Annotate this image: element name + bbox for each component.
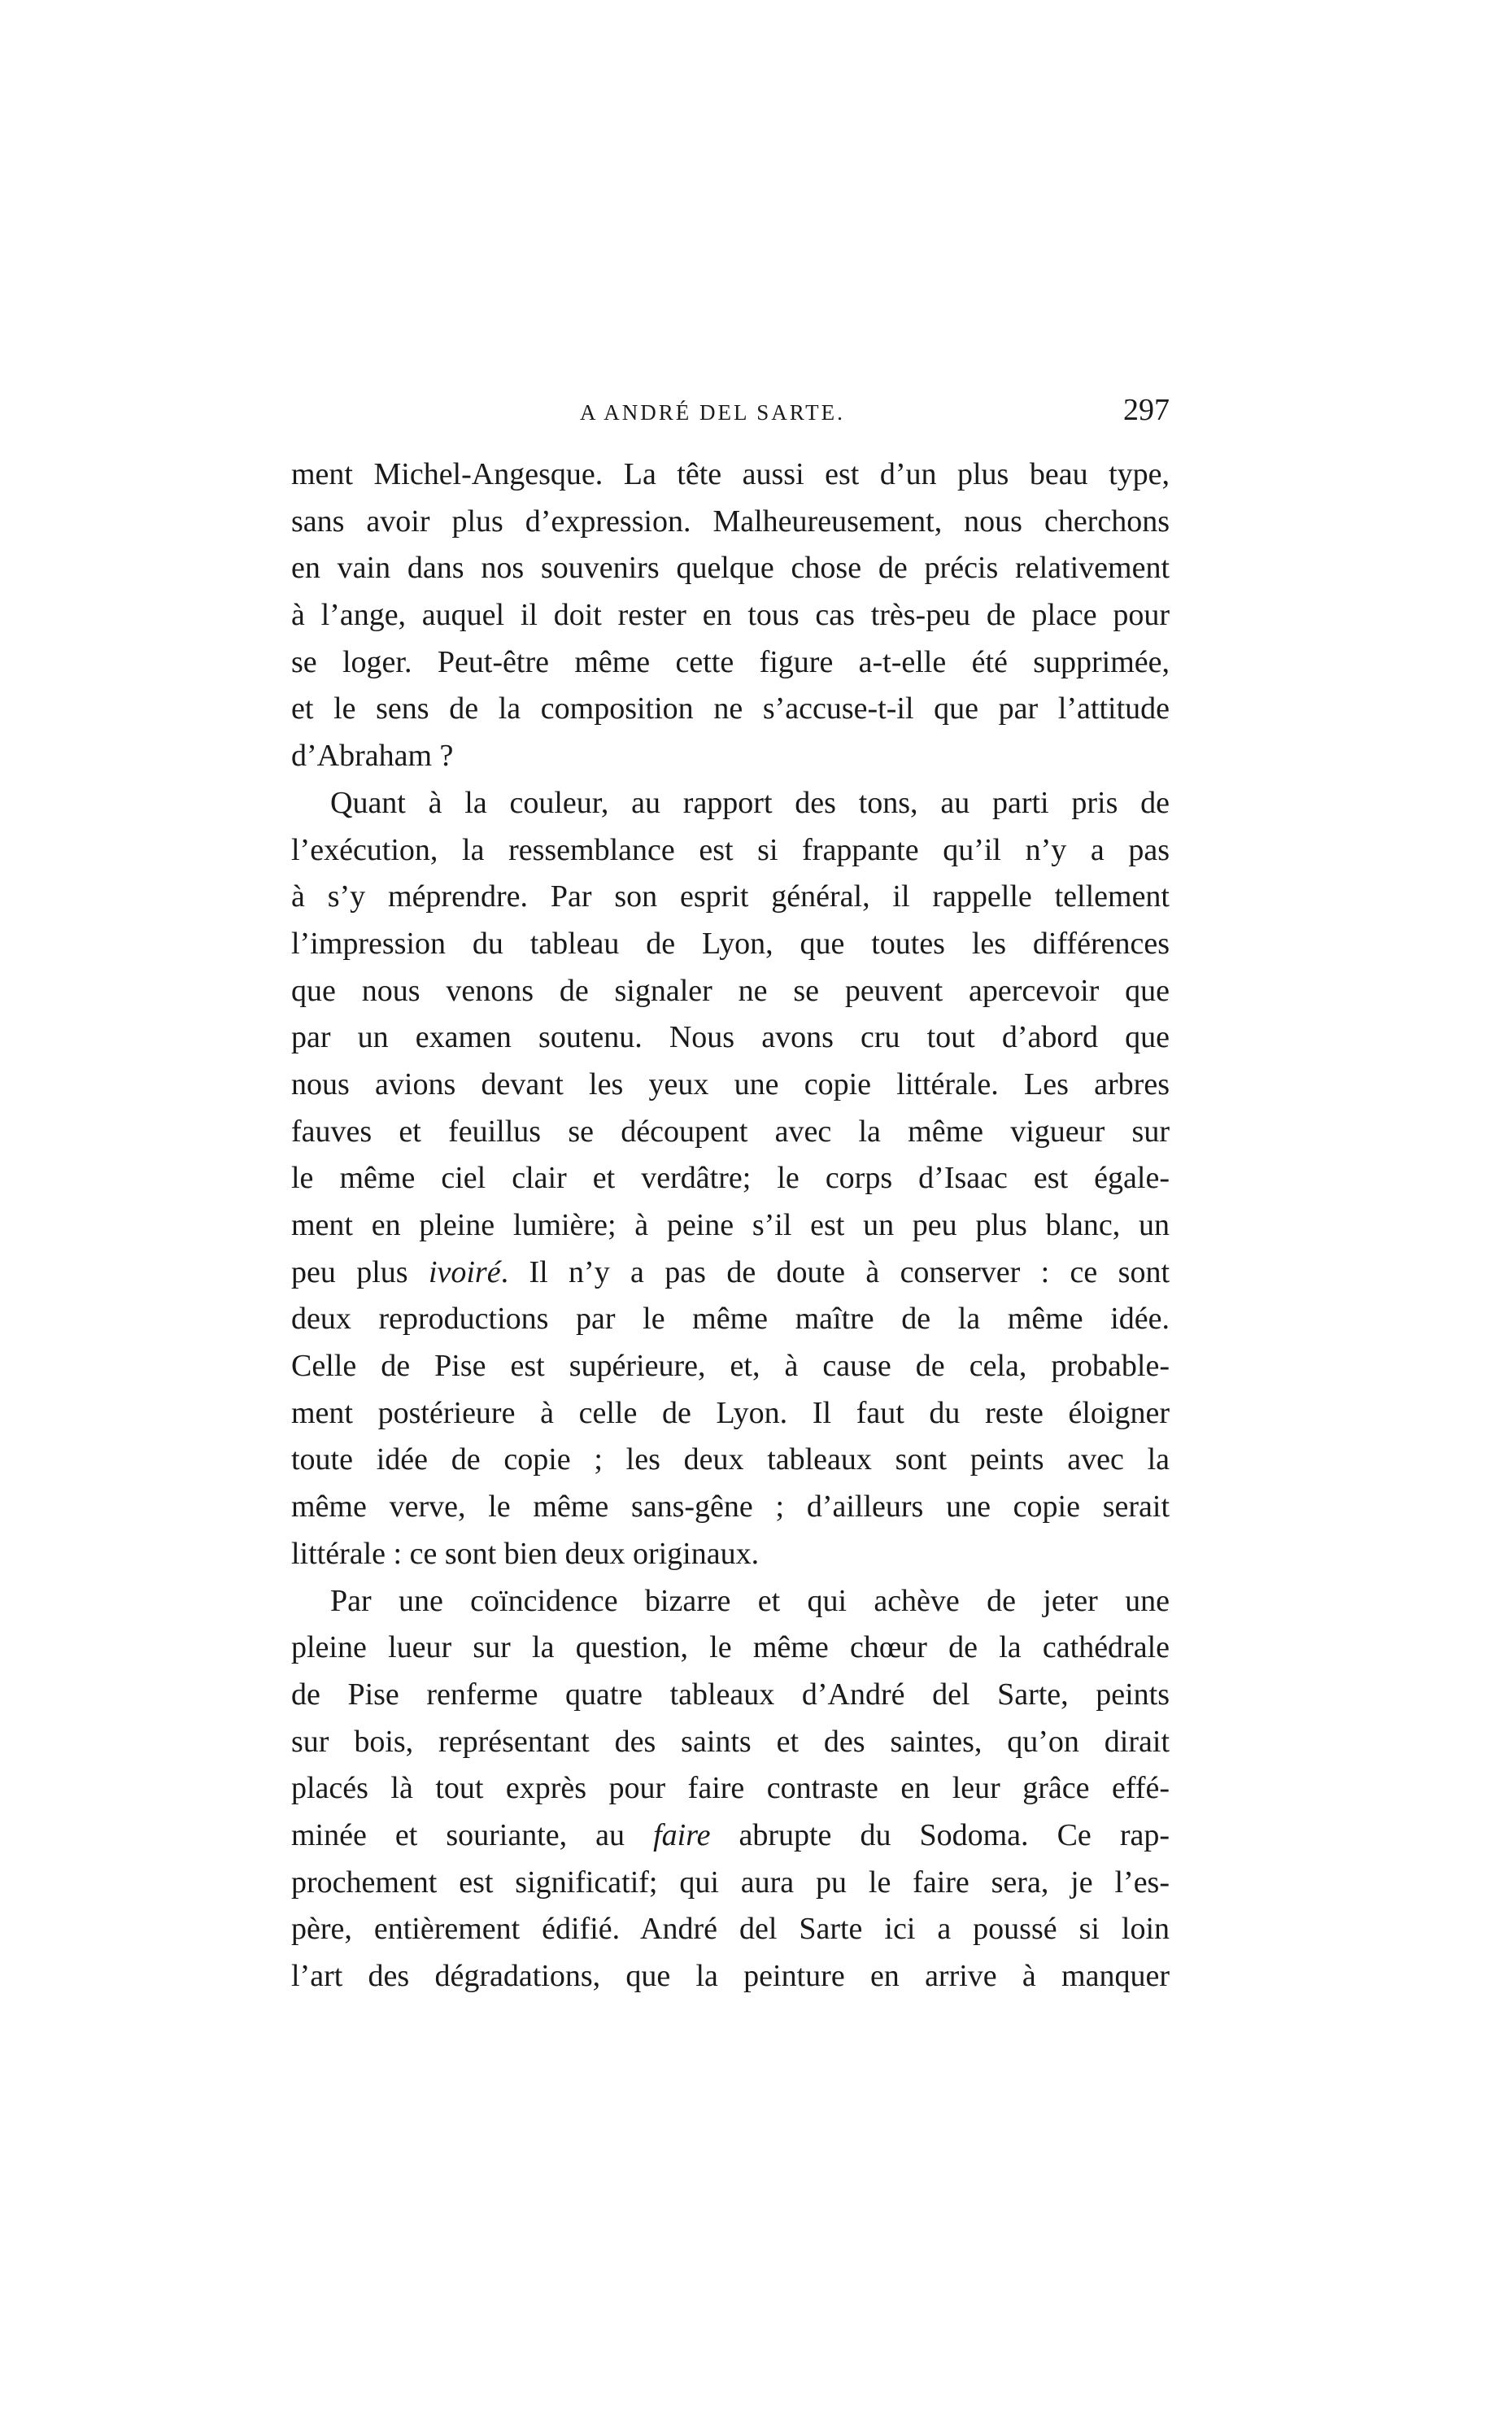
text-segment: nous avions devant les yeux une copie littérale. Les arbres bbox=[291, 1067, 1170, 1101]
text-segment: père, entièrement édifié. André del Sarte ici a poussé si loin bbox=[291, 1912, 1170, 1947]
text-segment: Par une coïncidence bizarre et qui achève de jeter une bbox=[330, 1583, 1170, 1618]
text-line bbox=[291, 1484, 1170, 1531]
text-segment: se loger. Peut-être même cette figure a-t-elle été supprimée, bbox=[291, 644, 1170, 679]
text-line bbox=[291, 1672, 1170, 1719]
text-line bbox=[291, 499, 1170, 546]
text-line bbox=[291, 1812, 1170, 1860]
text-line bbox=[291, 1578, 1170, 1625]
text-line bbox=[291, 1202, 1170, 1250]
text-segment: pleine lueur sur la question, le même chœur de la cathédrale bbox=[291, 1630, 1170, 1665]
text-segment: même verve, le même sans-gêne ; d’ailleurs une copie serait bbox=[291, 1490, 1170, 1525]
text-segment: d’Abraham ? bbox=[291, 739, 454, 774]
text-line bbox=[291, 827, 1170, 875]
text-line bbox=[291, 921, 1170, 968]
text-segment: abrupte du Sodoma. Ce rap- bbox=[710, 1817, 1170, 1852]
italic-word: ivoiré bbox=[428, 1254, 501, 1289]
text-segment: en vain dans nos souvenirs quelque chose de précis relativement bbox=[291, 551, 1170, 586]
text-segment: toute idée de copie ; les deux tableaux sont peints avec la bbox=[291, 1442, 1170, 1477]
text-line bbox=[291, 1625, 1170, 1672]
text-segment: à l’ange, auquel il doit rester en tous cas très-peu de place pour bbox=[291, 598, 1170, 633]
text-line bbox=[291, 1296, 1170, 1343]
running-title: A ANDRÉ DEL SARTE. bbox=[580, 400, 845, 425]
text-segment: Quant à la couleur, au rapport des tons, au parti pris de bbox=[330, 785, 1170, 820]
text-segment: le même ciel clair et verdâtre; le corps d’Isaac est égale- bbox=[291, 1161, 1170, 1196]
text-segment: littérale : ce sont bien deux originaux. bbox=[291, 1536, 760, 1571]
text-segment: deux reproductions par le même maître de la même idée. bbox=[291, 1302, 1170, 1337]
text-line bbox=[291, 639, 1170, 687]
text-segment: que nous venons de signaler ne se peuvent apercevoir que bbox=[291, 973, 1170, 1008]
text-segment: . Il n’y a pas de doute à conserver : ce sont bbox=[500, 1254, 1170, 1289]
text-line bbox=[291, 1719, 1170, 1766]
text-line bbox=[291, 1250, 1170, 1297]
text-line bbox=[291, 780, 1170, 827]
text-segment: sur bois, représentant des saints et des saintes, qu’on dirait bbox=[291, 1724, 1170, 1759]
text-segment: ment en pleine lumière; à peine s’il est un peu plus blanc, un bbox=[291, 1208, 1170, 1242]
text-line bbox=[291, 1109, 1170, 1156]
text-line bbox=[291, 1860, 1170, 1907]
text-segment: l’exécution, la ressemblance est si frappante qu’il n’y a pas bbox=[291, 832, 1170, 867]
text-segment: ment postérieure à celle de Lyon. Il faut du reste éloigner bbox=[291, 1395, 1170, 1430]
text-line bbox=[291, 1062, 1170, 1109]
text-line bbox=[291, 733, 1170, 780]
page-number: 297 bbox=[1123, 393, 1170, 427]
italic-word: faire bbox=[653, 1817, 711, 1852]
text-line bbox=[291, 1155, 1170, 1202]
text-segment: à s’y méprendre. Par son esprit général, il rappelle tellement bbox=[291, 879, 1170, 914]
text-line bbox=[291, 686, 1170, 733]
text-line bbox=[291, 1390, 1170, 1437]
text-segment: Celle de Pise est supérieure, et, à cause de cela, probable- bbox=[291, 1349, 1170, 1384]
text-line bbox=[291, 1014, 1170, 1062]
body-text bbox=[291, 451, 1170, 2000]
text-segment: ment Michel-Angesque. La tête aussi est d’un plus beau type, bbox=[291, 457, 1170, 491]
text-line bbox=[291, 1531, 1170, 1578]
text-segment: l’impression du tableau de Lyon, que toutes les différences bbox=[291, 926, 1170, 961]
text-segment: l’art des dégradations, que la peinture en arrive à manquer bbox=[291, 1959, 1170, 1993]
text-segment: prochement est significatif; qui aura pu le faire sera, je l’es- bbox=[291, 1865, 1170, 1900]
text-line bbox=[291, 1437, 1170, 1484]
text-line bbox=[291, 1765, 1170, 1812]
text-line bbox=[291, 451, 1170, 499]
text-segment: peu plus bbox=[291, 1254, 429, 1289]
text-line bbox=[291, 874, 1170, 921]
text-segment: fauves et feuillus se découpent avec la même vigueur sur bbox=[291, 1114, 1170, 1149]
text-segment: placés là tout exprès pour faire contraste en leur grâce effé- bbox=[291, 1771, 1170, 1806]
text-line bbox=[291, 592, 1170, 639]
text-line bbox=[291, 968, 1170, 1015]
text-segment: de Pise renferme quatre tableaux d’André del Sarte, peints bbox=[291, 1677, 1170, 1712]
text-segment: sans avoir plus d’expression. Malheureusement, nous cherchons bbox=[291, 504, 1170, 539]
text-segment: et le sens de la composition ne s’accuse-t-il que par l’attitude bbox=[291, 691, 1170, 726]
text-line bbox=[291, 1953, 1170, 2000]
text-line bbox=[291, 545, 1170, 592]
running-head bbox=[291, 393, 1170, 438]
text-line bbox=[291, 1343, 1170, 1390]
text-segment: par un examen soutenu. Nous avons cru tout d’abord que bbox=[291, 1020, 1170, 1055]
text-line bbox=[291, 1906, 1170, 1953]
text-segment: minée et souriante, au bbox=[291, 1817, 654, 1852]
